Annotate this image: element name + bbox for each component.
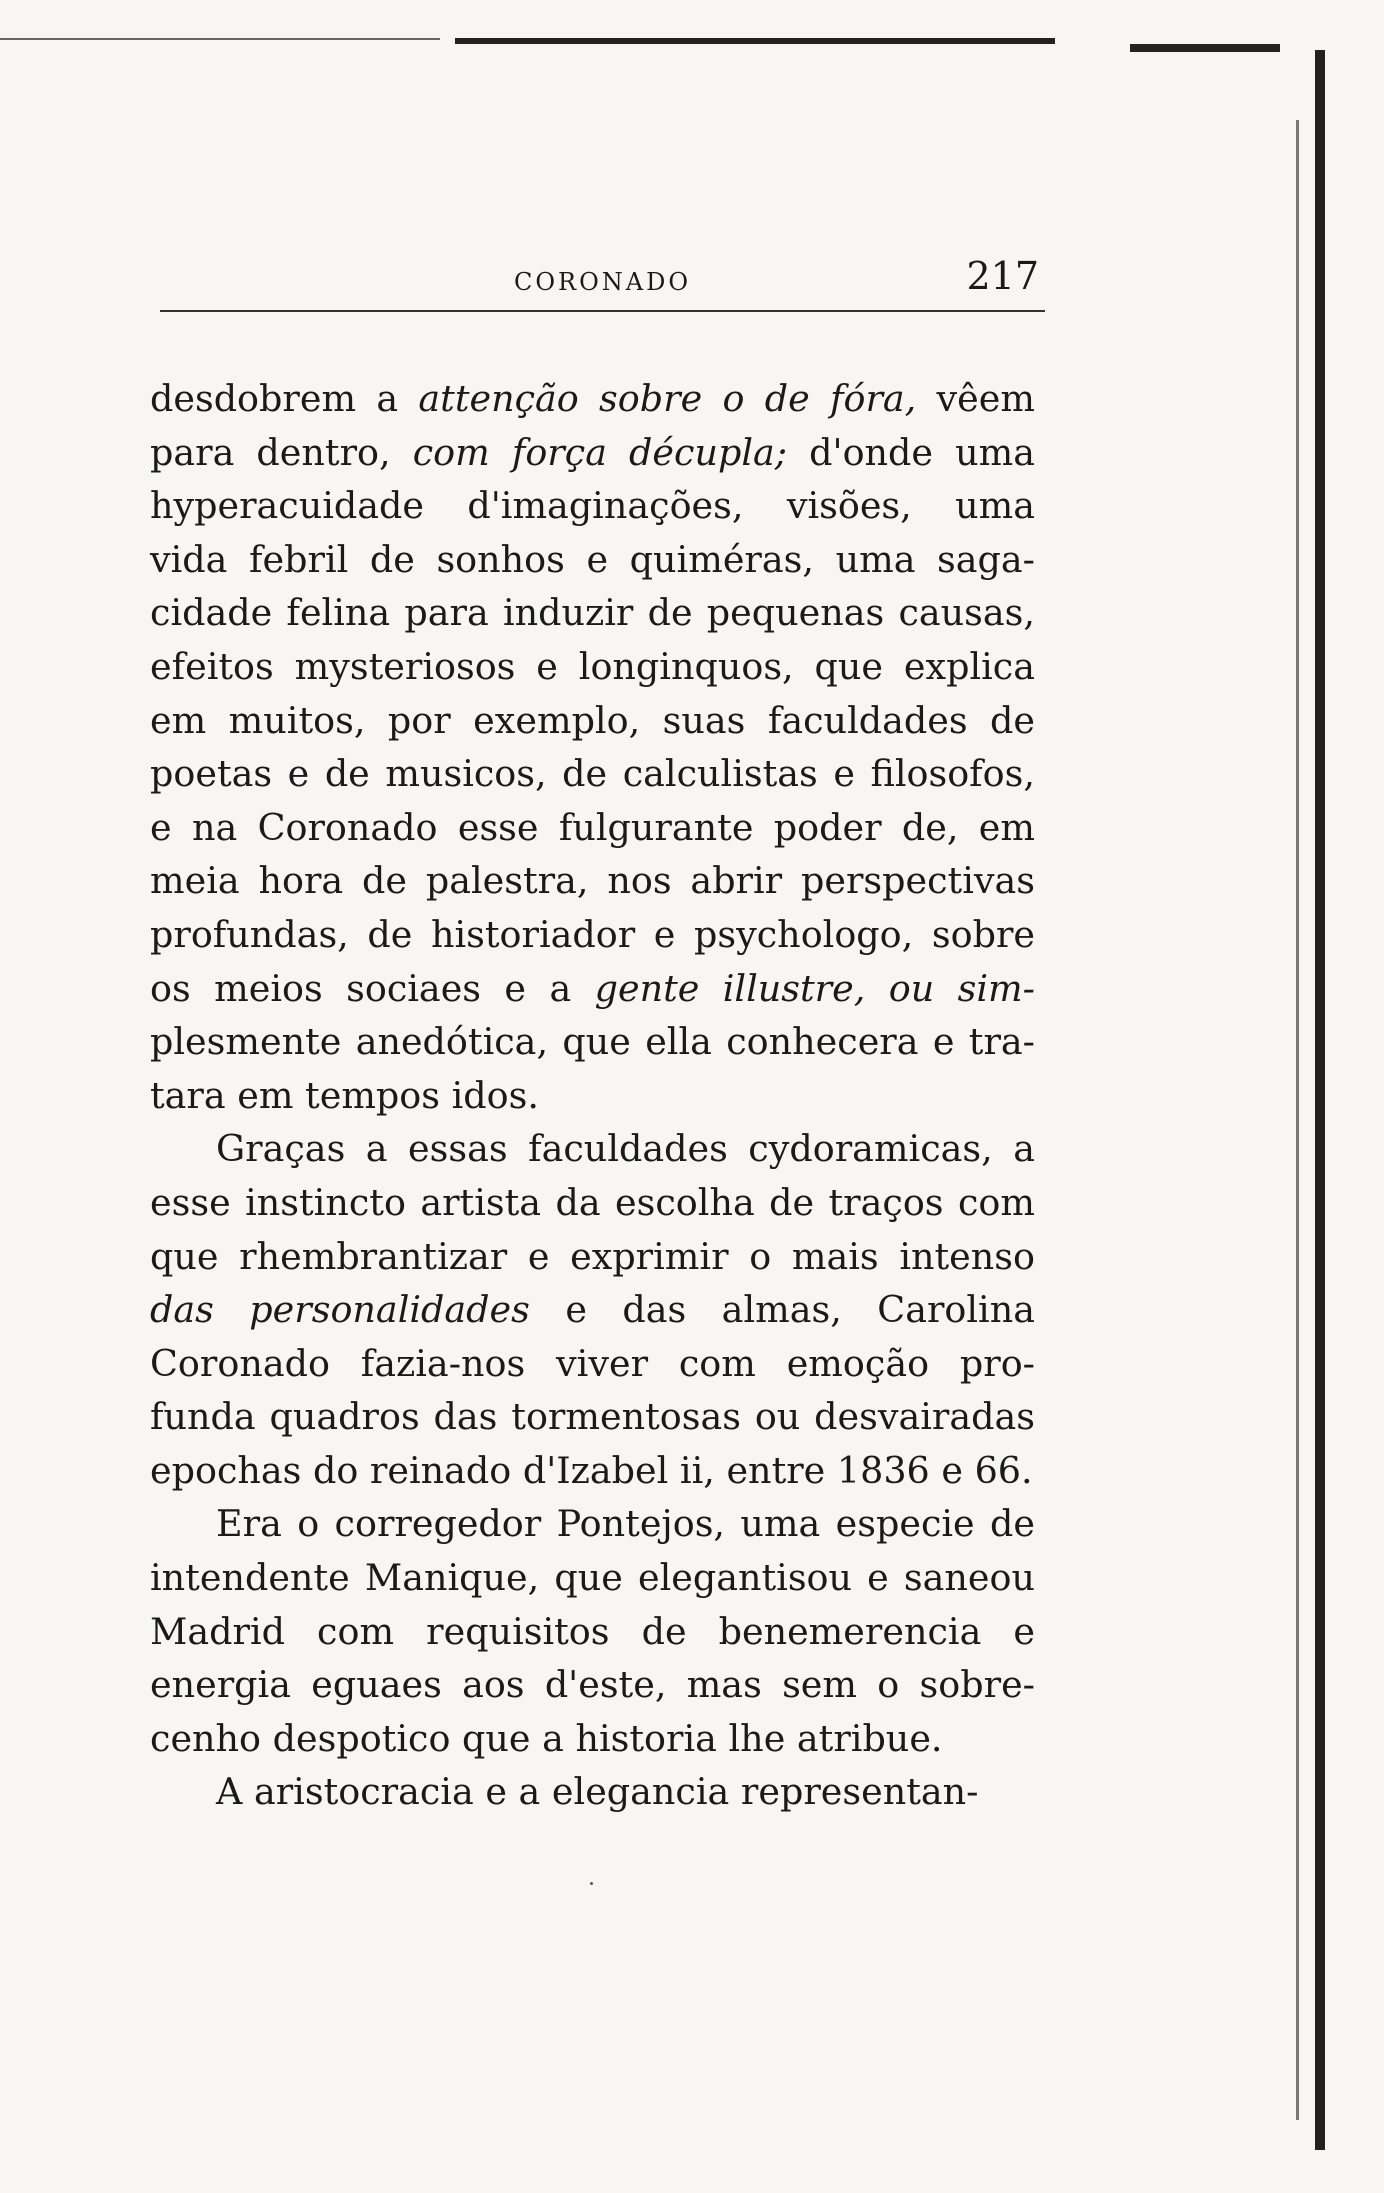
ink-speck	[590, 1882, 593, 1885]
text-line	[150, 1658, 1035, 1712]
text-run: Era o corregedor Pontejos, uma especie de	[216, 1502, 1035, 1546]
text-line	[150, 801, 1035, 855]
paragraph	[150, 372, 1035, 1122]
text-line	[150, 1283, 1035, 1337]
text-run: meia hora de palestra, nos abrir perspectivas	[150, 859, 1035, 903]
text-run: hyperacuidade d'imaginações, visões, uma	[150, 484, 1035, 528]
scan-edge-right	[1315, 50, 1325, 2150]
text-line	[150, 1230, 1035, 1284]
text-run: intendente Manique, que elegantisou e saneou	[150, 1556, 1035, 1600]
text-run: cidade felina para induzir de pequenas causas,	[150, 591, 1035, 635]
page-number: 217	[966, 254, 1039, 298]
text-run: os meios sociaes e a	[150, 966, 595, 1010]
paragraph	[150, 1122, 1035, 1497]
text-line	[150, 1122, 1035, 1176]
page-header	[160, 250, 1045, 300]
text-line	[150, 372, 1035, 426]
text-line	[150, 1551, 1035, 1605]
text-line	[150, 1765, 1035, 1819]
italic-text: com força décupla;	[412, 430, 788, 474]
text-run: que rhembrantizar e exprimir o mais intenso	[150, 1234, 1035, 1278]
paragraph	[150, 1497, 1035, 1765]
text-line	[150, 1497, 1035, 1551]
text-run: Graças a essas faculdades cydoramicas, a	[216, 1127, 1035, 1171]
scan-edge-top	[0, 38, 440, 40]
text-run: e na Coronado esse fulgurante poder de, em	[150, 805, 1035, 849]
italic-text: das personalidades	[150, 1288, 530, 1332]
text-run: profundas, de historiador e psychologo, sobre	[150, 912, 1035, 956]
text-run: vida febril de sonhos e quiméras, uma saga-	[150, 537, 1035, 581]
running-title: CORONADO	[513, 268, 692, 296]
text-line	[150, 533, 1035, 587]
text-line	[150, 1015, 1035, 1069]
scan-edge-right-faint	[1296, 120, 1299, 2120]
text-line	[150, 747, 1035, 801]
text-line	[150, 1390, 1035, 1444]
text-run: cenho despotico que a historia lhe atribue.	[150, 1716, 943, 1760]
text-run: d'onde uma	[787, 430, 1035, 474]
text-run: poetas e de musicos, de calculistas e filosofos,	[150, 752, 1035, 796]
text-run: funda quadros das tormentosas ou desvairadas	[150, 1395, 1035, 1439]
text-line	[150, 1069, 1035, 1123]
text-line	[150, 1337, 1035, 1391]
text-line	[150, 854, 1035, 908]
text-run: Madrid com requisitos de benemerencia e	[150, 1609, 1035, 1653]
text-run: plesmente anedótica, que ella conhecera e tra-	[150, 1020, 1035, 1064]
text-line	[150, 1444, 1035, 1498]
text-run: e das almas, Carolina	[529, 1288, 1035, 1332]
text-line	[150, 1712, 1035, 1766]
text-run: energia eguaes aos d'este, mas sem o sobre-	[150, 1663, 1035, 1707]
body-text	[150, 372, 1035, 1819]
text-run: vêem	[916, 377, 1035, 420]
text-line	[150, 586, 1035, 640]
paragraph	[150, 1765, 1035, 1819]
text-run: desdobrem a	[150, 377, 419, 420]
text-line	[150, 694, 1035, 748]
text-run: em muitos, por exemplo, suas faculdades de	[150, 698, 1035, 742]
italic-text: attenção sobre o de fóra,	[418, 377, 917, 420]
text-run: tara em tempos idos.	[150, 1073, 539, 1117]
text-run: Coronado fazia-nos viver com emoção pro-	[150, 1341, 1035, 1385]
text-line	[150, 426, 1035, 480]
text-line	[150, 908, 1035, 962]
text-line	[150, 1176, 1035, 1230]
scan-edge-top	[455, 38, 1055, 44]
text-line	[150, 479, 1035, 533]
italic-text: gente illustre, ou sim-	[594, 966, 1035, 1010]
text-run: esse instincto artista da escolha de traços com	[150, 1180, 1035, 1224]
text-line	[150, 1605, 1035, 1659]
scan-edge-top-right	[1130, 44, 1280, 52]
header-rule	[160, 310, 1045, 312]
text-run: efeitos mysteriosos e longinquos, que explica	[150, 644, 1035, 688]
text-run: A aristocracia e a elegancia representan-	[216, 1770, 979, 1814]
text-run: para dentro,	[150, 430, 413, 474]
text-run: epochas do reinado d'Izabel ii, entre 1836 e 66.	[150, 1448, 1033, 1492]
text-line	[150, 640, 1035, 694]
text-line	[150, 962, 1035, 1016]
